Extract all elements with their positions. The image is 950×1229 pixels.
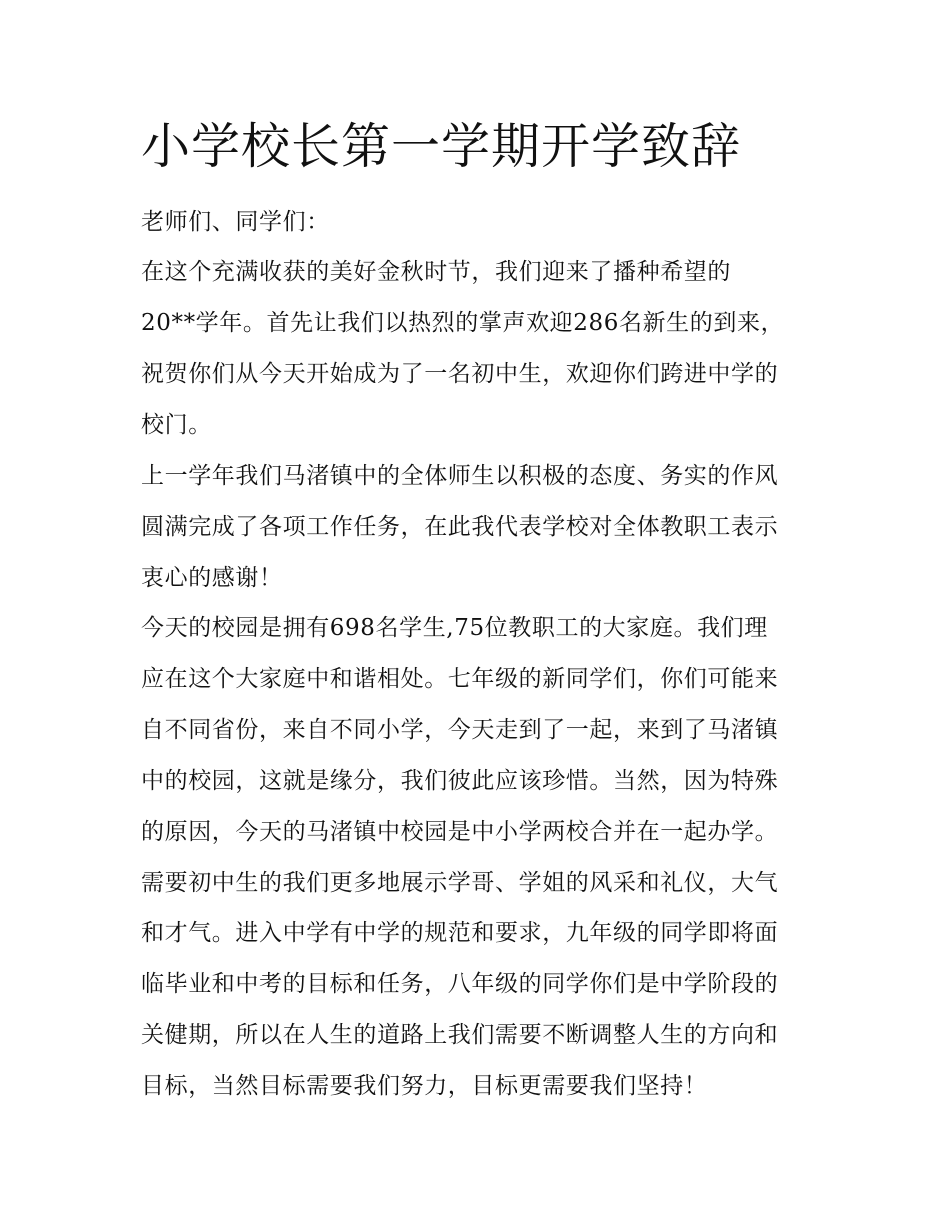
text-line: 上一学年我们马渚镇中的全体师生以积极的态度、务实的作风: [141, 463, 779, 489]
text-line: 需要初中生的我们更多地展示学哥、学姐的风采和礼仪，大气: [141, 870, 779, 896]
text-line: 中的校园，这就是缘分，我们彼此应该珍惜。当然，因为特殊: [141, 768, 779, 794]
salutation-line: 老师们、同学们：: [141, 209, 330, 235]
text-line: 目标，当然目标需要我们努力，目标更需要我们坚持！: [141, 1073, 708, 1099]
text-line: 校门。: [141, 412, 212, 438]
text-line: 祝贺你们从今天开始成为了一名初中生，欢迎你们跨进中学的: [141, 361, 779, 387]
text-line: 关健期，所以在人生的道路上我们需要不断调整人生的方向和: [141, 1022, 779, 1048]
text-line: 的原因，今天的马渚镇中校园是中小学两校合并在一起办学。: [141, 819, 779, 845]
text-line: 今天的校园是拥有698名学生,75位教职工的大家庭。我们理: [141, 615, 768, 641]
document-title: 小学校长第一学期开学致辞: [141, 118, 742, 175]
text-line: 20**学年。首先让我们以热烈的掌声欢迎286名新生的到来，: [141, 310, 785, 336]
text-line: 衷心的感谢！: [141, 565, 283, 591]
text-line: 圆满完成了各项工作任务，在此我代表学校对全体教职工表示: [141, 514, 779, 540]
text-line: 应在这个大家庭中和谐相处。七年级的新同学们，你们可能来: [141, 666, 779, 692]
text-line: 临毕业和中考的目标和任务，八年级的同学你们是中学阶段的: [141, 971, 779, 997]
text-line: 和才气。进入中学有中学的规范和要求，九年级的同学即将面: [141, 920, 779, 946]
text-line: 自不同省份，来自不同小学，今天走到了一起，来到了马渚镇: [141, 717, 779, 743]
text-line: 在这个充满收获的美好金秋时节，我们迎来了播种希望的: [141, 259, 731, 285]
